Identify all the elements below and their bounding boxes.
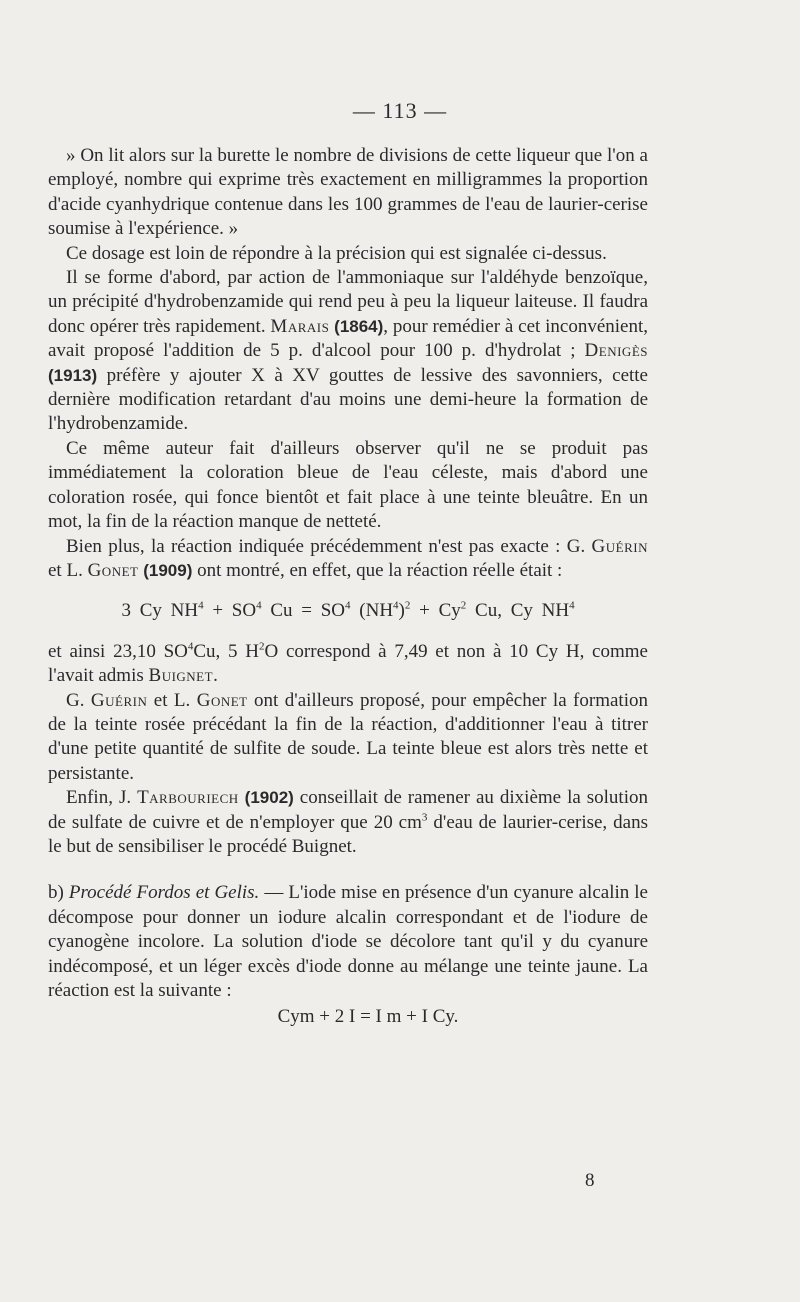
paragraph-tarbouriech: Enfin, J. Tarbouriech (1902) conseillait de ramener au dixième la solution de sulfate de cuivre et de n'employer que 20 $cm^3$ d'eau de laurier-cerise, dans le but de sensibiliser le procédé Buignet. [48, 787, 649, 857]
author-name: Tarbouriech [137, 787, 239, 809]
page-number: — 113 — [352, 98, 448, 123]
equation-2: Cym + 2 I = I m + I Cy. [277, 1006, 459, 1028]
paragraph-calculation: et ainsi 23,10 $SO^4Cu$, 5 $H^2O$ correspond à 7,49 et non à 10 Cy H, comme l'avait admis Buignet. [48, 640, 648, 687]
paragraph-coloration: Ce même auteur fait d'ailleurs observer qu'il ne se produit pas immédiatement la coloration bleue de l'eau céleste, mais d'abord une coloration rosée, qui fonce bientôt et fait place à une teinte bleuâtre. En un mot, la fin de la réaction manque de netteté. [48, 437, 648, 533]
paragraph-quote: » On lit alors sur la burette le nombre de divisions de cette liqueur que l'on a employé, nombre qui exprime très exactement en milligrammes la proportion d'acide cyanhydrique contenue dans les 100 grammes de l'eau de laurier-cerise soumise à l'expérience. » [48, 145, 648, 240]
section-title: Procédé Fordos et Gelis. [68, 882, 260, 904]
author-name: Guérin [591, 535, 648, 557]
author-name: Gonet [196, 689, 248, 711]
citation-year: (1902) [244, 788, 294, 808]
page-body [48, 144, 648, 1030]
citation-year: (1913) [48, 365, 98, 385]
paragraph-sulfite: G. Guérin et L. Gonet ont d'ailleurs proposé, pour empêcher la formation de la teinte rosée précédant la fin de la réaction, d'additionner l'eau à titrer d'une petite quantité de sulfite de soude. La teinte bleue est alors très nette et persistante. [48, 689, 648, 784]
citation-year: (1909) [143, 560, 193, 580]
author-name: Guérin [90, 689, 148, 711]
author-name: Buignet [148, 665, 214, 687]
paragraph-fordos-gelis: b) Procédé Fordos et Gelis. — L'iode mise en présence d'un cyanure alcalin le décompose pour donner un iodure alcalin correspondant et de l'iodure de cyanogène incolore. La solution d'iode se décolore tant qu'il y du cyanure indécomposé, et un léger excès d'iode donne au mélange une teinte jaune. La réaction est la suivante : [48, 882, 648, 1001]
author-name: Denigès [584, 340, 648, 362]
signature-mark: 8 [585, 1170, 595, 1191]
author-name: Marais [270, 315, 330, 337]
paragraph-hydrobenzamide: Il se forme d'abord, par action de l'ammoniaque sur l'aldéhyde benzoïque, un précipité d'hydrobenzamide qui rend peu à peu la liqueur laiteuse. Il faudra donc opérer très rapidement. Marais (1864), pour remédier à cet inconvénient, avait proposé l'addition de 5 p. d'alcool pour 100 p. d'hydrolat ; Denigès (1913) préfère y ajouter X à XV gouttes de lessive des savonniers, cette dernière modification retardant d'au moins une demi-heure la formation de l'hydrobenzamide. [48, 267, 648, 435]
citation-year: (1864) [334, 316, 384, 336]
paragraph-reaction: Bien plus, la réaction indiquée précédemment n'est pas exacte : G. Guérin et L. Gonet (1909) ont montré, en effet, que la réaction réelle était : [48, 535, 648, 581]
equation-1: 3 Cy $NH^4 + SO^4$ $Cu = SO^4$ $(NH^4)^2 + Cy^2$ Cu, Cy $NH^4$ [121, 599, 575, 622]
author-name: Gonet [87, 559, 139, 581]
paragraph-dosage: Ce dosage est loin de répondre à la précision qui est signalée ci-dessus. [66, 242, 607, 264]
